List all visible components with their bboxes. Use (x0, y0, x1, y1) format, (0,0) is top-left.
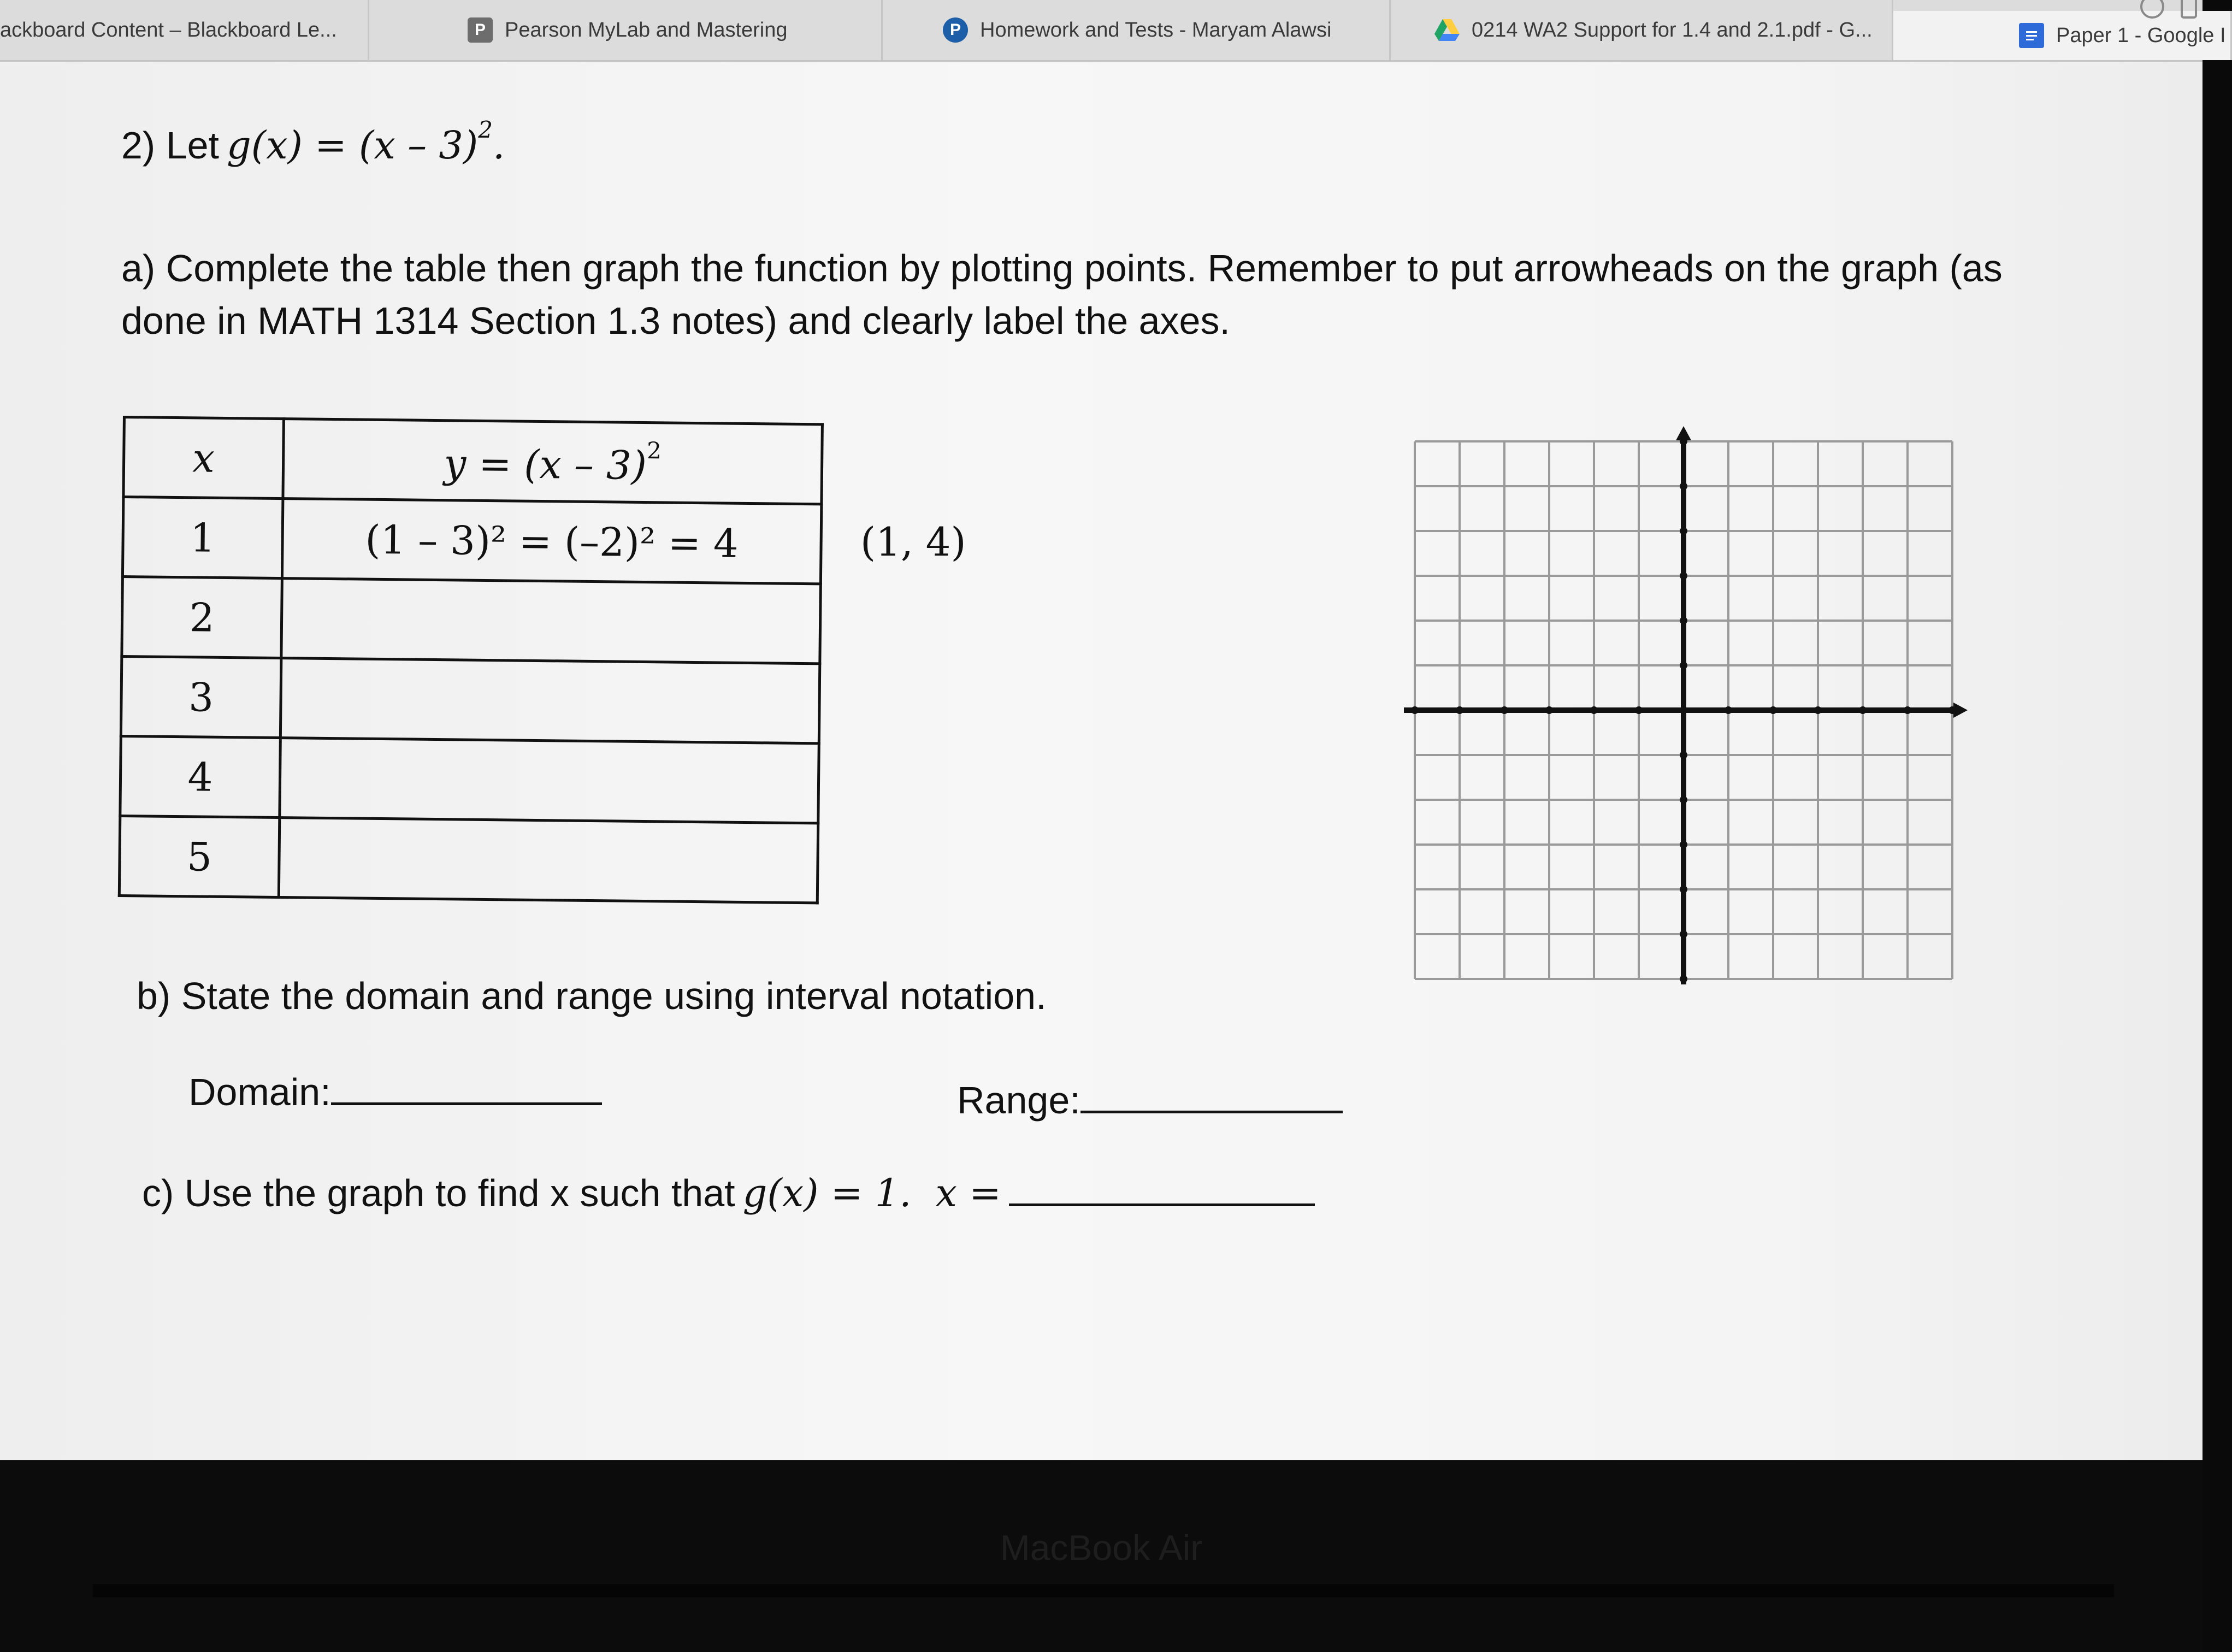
cell-y: (1 – 3)² = (–2)² = 4 (282, 499, 821, 584)
range-answer (957, 1078, 1343, 1122)
part-c-answer-label: x = (935, 1171, 1001, 1216)
question-title (121, 116, 505, 168)
part-b-prompt: b) State the domain and range using interval notation. (137, 975, 1047, 1017)
tab-label: Pearson MyLab and Mastering (505, 18, 788, 42)
function-expression: g(x) = (x – 3) (227, 123, 479, 168)
tab-pearson-mylab[interactable] (369, 0, 883, 60)
point-label: (1, 4) (860, 519, 966, 565)
y-axis-tick (1680, 572, 1687, 580)
window-icon[interactable] (2181, 0, 2197, 19)
range-blank[interactable] (1080, 1078, 1343, 1113)
x-axis-tick (1904, 706, 1911, 714)
cell-y-blank[interactable] (279, 818, 818, 903)
range-label: Range: (957, 1079, 1080, 1122)
y-axis-tick (1680, 662, 1687, 669)
cell-y-blank[interactable] (280, 738, 819, 823)
bezel-brand-label: MacBook Air (1000, 1527, 1203, 1568)
cell-x: 3 (121, 657, 281, 738)
table-header-row (123, 417, 822, 504)
laptop-hinge (93, 1584, 2114, 1597)
tab-homework-and-tests[interactable] (883, 0, 1391, 60)
axes (1404, 426, 1968, 984)
x-axis-tick (1814, 706, 1822, 714)
x-axis-tick (1859, 706, 1867, 714)
y-axis-tick (1680, 527, 1687, 535)
part-c-math: g(x) = 1. (742, 1171, 912, 1216)
x-axis-tick (1948, 706, 1956, 714)
function-exponent: 2 (478, 116, 493, 143)
header-x: x (123, 417, 284, 499)
download-icon[interactable] (2140, 0, 2164, 19)
x-axis-tick (1456, 706, 1463, 714)
x-axis-tick (1590, 706, 1598, 714)
part-a-instructions: a) Complete the table then graph the function by plotting points. Remember to put arrowheads on the graph (as done in MATH 1314 Section 1.3 notes) and clearly label the axes. (121, 247, 2003, 342)
cell-y-blank[interactable] (280, 658, 819, 744)
tab-google-drive-pdf[interactable] (1391, 0, 1893, 60)
tab-label: 0214 WA2 Support for 1.4 and 2.1.pdf - G... (1472, 18, 1873, 42)
browser-tab-strip (0, 0, 2226, 62)
toolbar-icons (2140, 0, 2197, 22)
y-axis-tick (1680, 617, 1687, 624)
table-row (121, 657, 819, 744)
y-axis-tick (1680, 886, 1687, 893)
question-number: 2) Let (121, 124, 219, 167)
document-page (0, 62, 2203, 1460)
table-row (122, 497, 821, 584)
tab-blackboard[interactable] (0, 0, 369, 60)
x-axis-tick (1545, 706, 1553, 714)
y-axis-tick (1680, 796, 1687, 804)
x-axis-tick (1411, 706, 1419, 714)
coordinate-grid[interactable] (1398, 425, 2005, 1042)
tab-label: ackboard Content – Blackboard Le... (0, 18, 337, 42)
table-row (120, 736, 819, 823)
table-row (119, 816, 818, 902)
cell-x: 4 (120, 736, 281, 817)
tab-label: Homework and Tests - Maryam Alawsi (980, 18, 1332, 42)
y-axis-tick (1680, 482, 1687, 490)
cell-x: 2 (122, 577, 282, 658)
y-axis-tick (1680, 438, 1687, 445)
part-c-prompt (142, 1171, 1315, 1216)
part-c-text: c) Use the graph to find x such that (142, 1172, 735, 1214)
y-axis-tick (1680, 930, 1687, 938)
header-y (283, 419, 822, 504)
google-docs-icon (2019, 23, 2044, 48)
part-c-answer-blank[interactable] (1009, 1171, 1315, 1206)
pearson-p-icon: P (468, 17, 493, 43)
function-period: . (492, 123, 505, 168)
domain-blank[interactable] (331, 1070, 602, 1105)
y-axis-tick (1680, 751, 1687, 759)
cell-x: 1 (122, 497, 283, 579)
cell-x: 5 (119, 816, 280, 897)
header-y-base: y = (x – 3) (444, 440, 647, 488)
header-y-exponent: 2 (646, 436, 662, 464)
domain-label: Domain: (188, 1071, 331, 1113)
y-axis-tick (1680, 975, 1687, 983)
y-axis-tick (1680, 706, 1687, 714)
function-definition (227, 116, 505, 168)
x-axis-tick (1769, 706, 1777, 714)
table-row (122, 577, 820, 664)
cell-y-blank[interactable] (281, 579, 820, 664)
pearson-circle-icon: P (943, 17, 968, 43)
domain-answer (188, 1070, 602, 1114)
y-axis-tick (1680, 841, 1687, 848)
value-table (118, 416, 824, 904)
tab-label: Paper 1 - Google I (2056, 23, 2226, 47)
x-axis-tick (1635, 706, 1643, 714)
x-axis-tick (1725, 706, 1732, 714)
google-drive-icon (1434, 17, 1460, 43)
x-axis-tick (1501, 706, 1508, 714)
